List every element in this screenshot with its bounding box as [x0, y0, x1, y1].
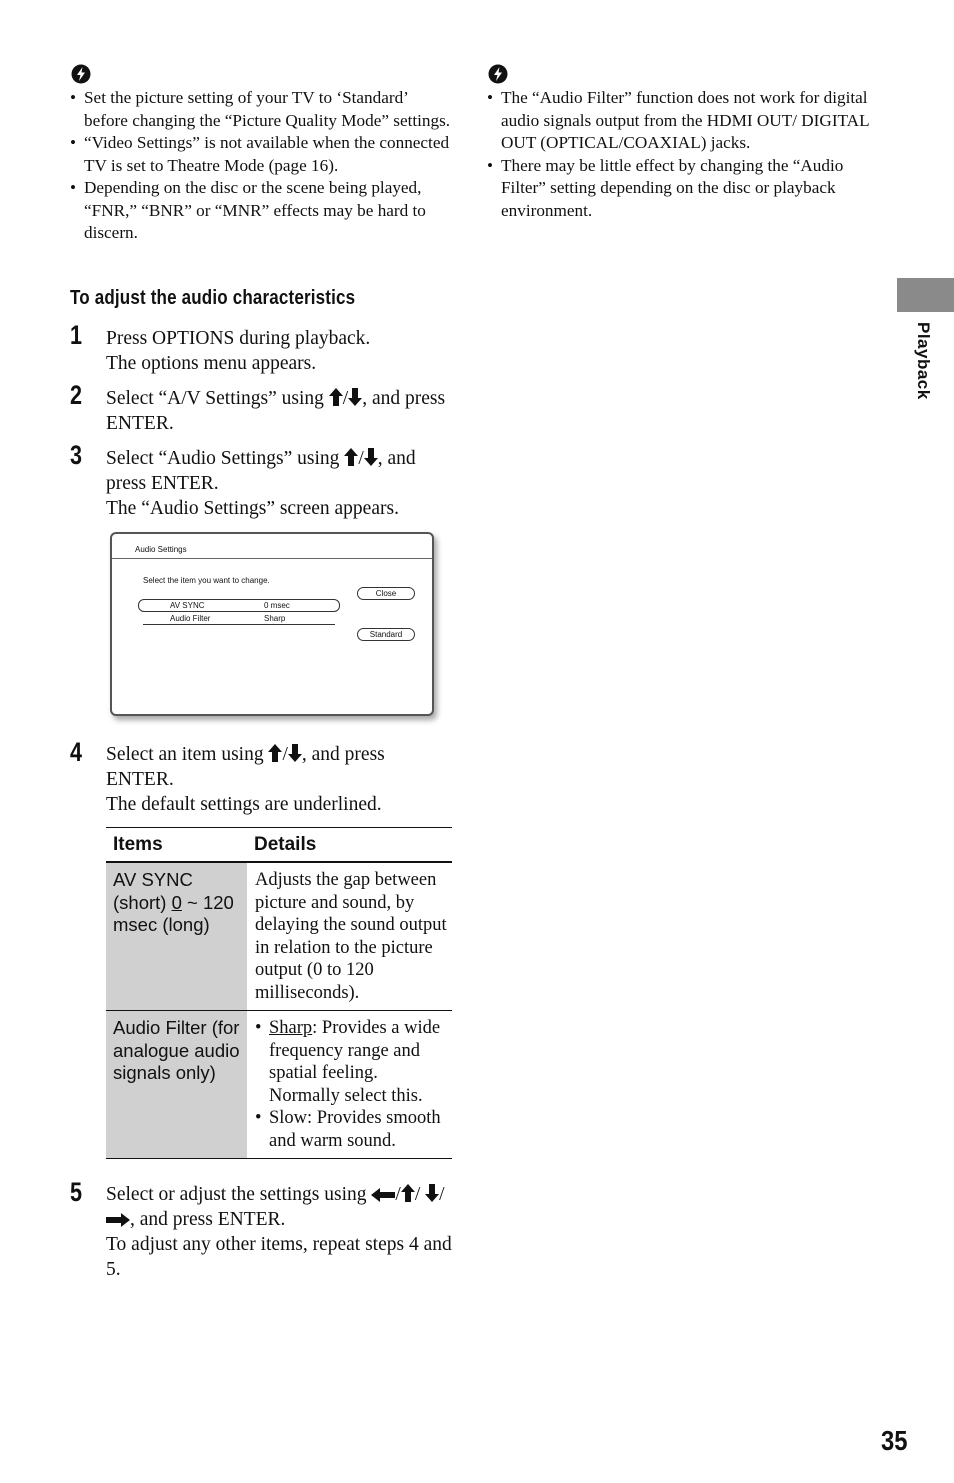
arrow-right-icon [106, 1213, 130, 1227]
step-result: The “Audio Settings” screen appears. [106, 498, 399, 519]
section-tab-label: Playback [914, 322, 933, 400]
note-item: • “Video Settings” is not available when the connected TV is set to Theatre Mode (page 16). [70, 132, 452, 177]
screen-prompt: Select the item you want to change. [143, 576, 270, 585]
step-number: 2 [70, 380, 83, 410]
step-text: Select “A/V Settings” using [106, 388, 329, 409]
arrow-up-icon [329, 388, 343, 406]
section-tab [897, 278, 954, 312]
list-item: • Sharp: Provides a wide frequency range and spatial feeling. Normally select this. [255, 1017, 448, 1107]
note-icon [71, 64, 91, 84]
divider [112, 558, 432, 559]
standard-button[interactable]: Standard [357, 628, 415, 641]
arrow-down-icon [288, 744, 302, 762]
default-value: Sharp [269, 1018, 313, 1038]
arrow-up-icon [344, 448, 358, 466]
selected-row-highlight [138, 599, 340, 612]
table-row [106, 862, 452, 1011]
item-av-sync: AV SYNC (short) 0 ~ 120 msec (long) [106, 862, 247, 1011]
step-number: 4 [70, 737, 83, 767]
default-value: 0 [171, 891, 182, 913]
step-1 [106, 326, 452, 376]
step-text: Select an item using [106, 744, 269, 765]
note-item: • Set the picture setting of your TV to ‘Standard’ before changing the “Picture Quality Mode” settings. [70, 87, 452, 132]
note-icon [488, 64, 508, 84]
arrow-down-icon [425, 1184, 439, 1202]
note-item: • Depending on the disc or the scene being played, “FNR,” “BNR” or “MNR” effects may be hard to discern. [70, 177, 452, 245]
details-av-sync: Adjusts the gap between picture and sound, by delaying the sound output in relation to the picture output (0 to 120 milliseconds). [247, 862, 452, 1011]
step-result: The options menu appears. [106, 353, 317, 374]
arrow-left-icon [371, 1188, 395, 1202]
page-number: 35 [881, 1425, 908, 1456]
arrow-down-icon [348, 388, 362, 406]
list-item: • Slow: Provides smooth and warm sound. [255, 1107, 448, 1152]
note-item: • There may be little effect by changing the “Audio Filter” setting depending on the disc or playback environment. [487, 155, 873, 223]
step-text-end: , and press ENTER. [130, 1209, 286, 1230]
notes-list-right [487, 87, 873, 222]
notes-list-left [70, 87, 452, 245]
section-heading: To adjust the audio characteristics [70, 287, 356, 309]
step-result: The default settings are underlined. [106, 794, 382, 815]
step-result: To adjust any other items, repeat steps 4 and 5. [106, 1234, 452, 1280]
step-text-end: , and press ENTER. [106, 744, 385, 790]
audio-settings-screen [110, 532, 434, 716]
screen-title: Audio Settings [135, 545, 187, 554]
step-4: Select an item using / , and press ENTER. The default settings are underlined. [106, 742, 436, 817]
table-row [106, 1011, 452, 1159]
step-2: Select “A/V Settings” using / , and press ENTER. [106, 388, 446, 434]
details-audio-filter [247, 1011, 452, 1159]
arrow-up-icon [401, 1184, 415, 1202]
step-text: Select or adjust the settings using [106, 1184, 372, 1205]
arrow-down-icon [364, 448, 378, 466]
step-text-end: , and press ENTER. [106, 448, 416, 494]
item-audio-filter: Audio Filter (for analogue audio signals only) [106, 1011, 247, 1159]
row-underline [143, 624, 335, 625]
step-text: Press OPTIONS during playback. [106, 328, 371, 349]
row-av-sync-value: 0 msec [264, 601, 290, 610]
note-item: • The “Audio Filter” function does not work for digital audio signals output from the HDMI OUT/ DIGITAL OUT (OPTICAL/COAXIAL) jacks. [487, 87, 873, 155]
close-button[interactable]: Close [357, 587, 415, 600]
step-number: 3 [70, 440, 83, 470]
step-number: 1 [70, 320, 83, 350]
row-audio-filter-value: Sharp [264, 614, 286, 623]
step-number: 5 [70, 1177, 83, 1207]
step-5: Select or adjust the settings using / / /, and press ENTER. To adjust any other items, repeat steps 4 and 5. [106, 1182, 454, 1282]
step-text: Select “Audio Settings” using [106, 448, 345, 469]
header-items: Items [106, 828, 247, 863]
arrow-up-icon [268, 744, 282, 762]
settings-table [106, 827, 452, 1159]
header-details: Details [247, 828, 452, 863]
row-av-sync-name[interactable]: AV SYNC [170, 601, 205, 610]
row-audio-filter-name[interactable]: Audio Filter [170, 614, 211, 623]
step-text-end: , and press ENTER. [106, 388, 446, 434]
step-3: Select “Audio Settings” using / , and press ENTER. The “Audio Settings” screen appears. [106, 446, 452, 521]
